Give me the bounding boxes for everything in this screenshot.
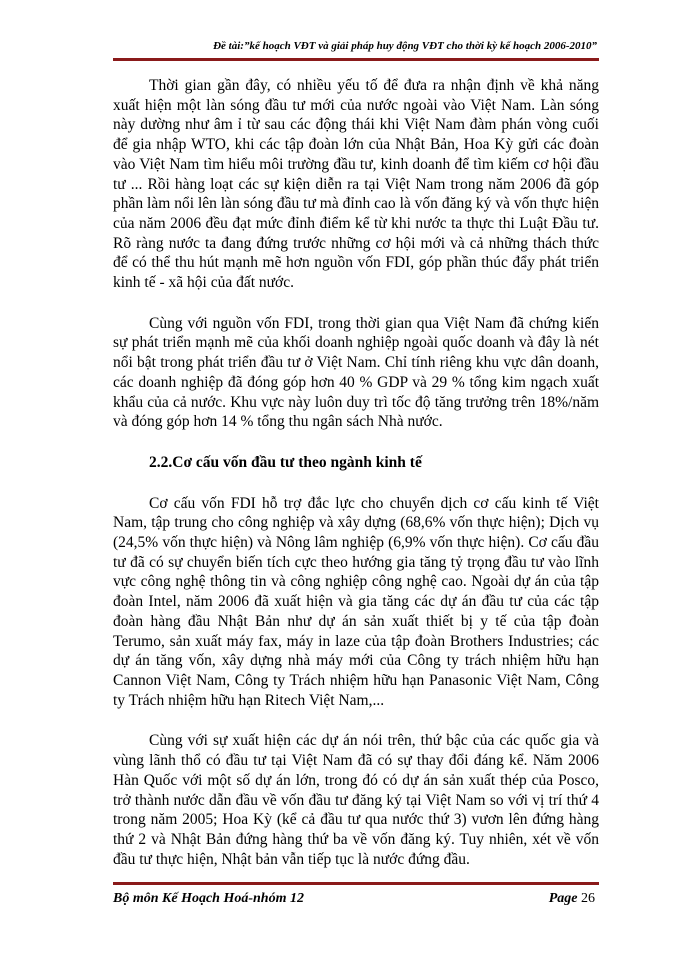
page-number: 26 [581, 891, 595, 906]
paragraph: Thời gian gần đây, có nhiều yếu tố để đưa ra nhận định về khả năng xuất hiện một làn sóng đầu tư mới của nước ngoài vào Việt Nam. Làn sóng này dường như âm ỉ từ sau các động thái khi Việt Nam đàm phán vòng cuối để gia nhập WTO, khi các tập đoàn lớn của Nhật Bản, Hoa Kỳ gửi các đoàn vào Việt Nam tìm hiểu môi trường đầu tư, kinh doanh để tìm kiếm cơ hội đầu tư ... Rồi hàng loạt các sự kiện diễn ra tại Việt Nam trong năm 2006 đã góp phần làm nổi lên làn sóng đầu tư mà đỉnh cao là vốn đăng ký và vốn thực hiện của năm 2006 đều đạt mức đỉnh điểm kể từ khi nước ta thực thi Luật Đầu tư. Rõ ràng nước ta đang đứng trước những cơ hội mới và cả những thách thức để có thể thu hút mạnh mẽ hơn nguồn vốn FDI, góp phần thúc đẩy phát triển kinh tế - xã hội của đất nước. [113, 77, 599, 292]
paragraph: Cùng với nguồn vốn FDI, trong thời gian qua Việt Nam đã chứng kiến sự phát triển mạnh mẽ của khối doanh nghiệp ngoài quốc doanh và đây là nét nổi bật trong phát triển đầu tư ở Việt Nam. Chỉ tính riêng khu vực dân doanh, các doanh nghiệp đã đóng góp hơn 40 % GDP và 29 % tổng kim ngạch xuất khẩu của cả nước. Khu vực này luôn duy trì tốc độ tăng trưởng trên 18%/năm và đóng góp hơn 14 % tổng thu ngân sách Nhà nước. [113, 314, 599, 431]
footer-department: Bộ môn Kế Hoạch Hoá-nhóm 12 [113, 891, 304, 906]
paragraph: Cơ cấu vốn FDI hỗ trợ đắc lực cho chuyển dịch cơ cấu kinh tế Việt Nam, tập trung cho công nghiệp và xây dựng (68,6% vốn thực hiện); Dịch vụ (24,5% vốn thực hiện) và Nông lâm nghiệp (6,9% vốn thực hiện). Cơ cấu đầu tư đã có sự chuyển biến tích cực theo hướng gia tăng tỷ trọng đầu tư vào lĩnh vực công nghệ thông tin và công nghiệp công nghệ cao. Ngoài dự án của tập đoàn Intel, năm 2006 đã xuất hiện và gia tăng các dự án đầu tư của các tập đoàn hàng đầu Nhật Bản như dự án sản xuất thiết bị y tế của tập đoàn Terumo, sản xuất máy fax, máy in laze của tập đoàn Brothers Industries; các dự án tăng vốn, xây dựng nhà máy mới của Công ty trách nhiệm hữu hạn Cannon Việt Nam, Công ty Trách nhiệm hữu hạn Panasonic Việt Nam, Công ty Trách nhiệm hữu hạn Ritech Việt Nam,... [113, 494, 599, 709]
header-title: Đề tài:”kế hoạch VĐT và giải pháp huy động VĐT cho thời kỳ kế hoạch 2006-2010” [213, 40, 597, 52]
page-indicator [549, 891, 595, 907]
page-header [113, 38, 599, 61]
page-label: Page [548, 891, 578, 906]
document-body [113, 76, 599, 869]
page-footer [113, 882, 599, 909]
paragraph: Cùng với sự xuất hiện các dự án nói trên, thứ bậc của các quốc gia và vùng lãnh thổ có đầu tư tại Việt Nam đã có sự thay đổi đáng kể. Năm 2006 Hàn Quốc với một số dự án lớn, trong đó có dự án sản xuất thép của Posco, trở thành nước dẫn đầu về vốn đầu tư đăng ký tại Việt Nam so với vị trí thứ 4 trong năm 2005; Hoa Kỳ (kể cả đầu tư qua nước thứ 3) vươn lên đứng hàng thứ 2 và Nhật Bản đứng hàng thứ ba về vốn đăng ký. Tuy nhiên, xét về vốn đầu tư thực hiện, Nhật bản vẫn tiếp tục là nước đứng đầu. [113, 732, 599, 868]
section-heading: 2.2.Cơ cấu vốn đầu tư theo ngành kinh tế [149, 453, 422, 471]
